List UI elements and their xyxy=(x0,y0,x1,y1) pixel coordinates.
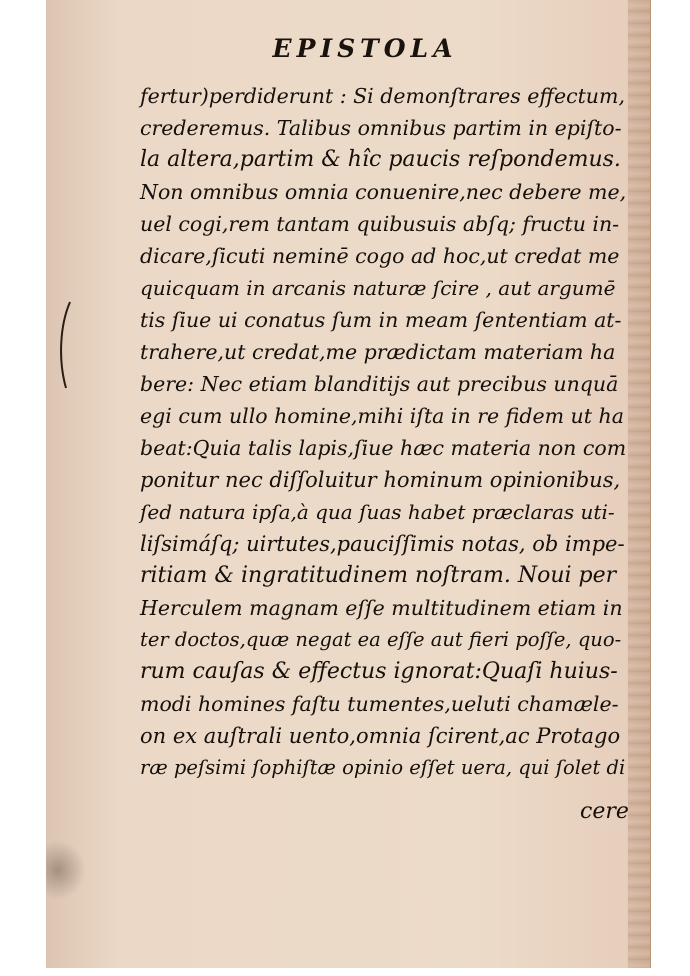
text-line: modi homines faſtu tumentes,ueluti chamæle- xyxy=(140,692,619,716)
text-line: uel cogi,rem tantam quibusuis abſq; fructu in- xyxy=(140,212,620,236)
text-line: tis ſiue ui conatus ſum in meam ſententiam at- xyxy=(140,308,622,332)
page-edge-stack xyxy=(628,0,650,968)
catchword: cere xyxy=(580,799,629,824)
text-line: trahere,ut credat,me prædictam materiam ha xyxy=(140,340,616,364)
text-line: ponitur nec diſſoluitur hominum opinionibus, xyxy=(140,468,621,492)
ink-stain xyxy=(46,840,86,900)
text-line: rum cauſas & effectus ignorat:Quaſi huius- xyxy=(140,659,618,684)
text-line: Herculem magnam eſſe multitudinem etiam in xyxy=(140,596,623,620)
text-line: fertur)perdiderunt : Si demonſtrares effectum, xyxy=(140,84,625,108)
text-line: quicquam in arcanis naturæ ſcire , aut argumē xyxy=(140,276,616,300)
text-line: ritiam & ingratitudinem noſtram. Noui per xyxy=(140,563,617,588)
text-line: dicare,ſicuti neminē cogo ad hoc,ut credat me xyxy=(140,244,620,268)
text-line: Non omnibus omnia conuenire,nec debere me, xyxy=(140,180,627,204)
text-line: ſed natura ipſa,à qua ſuas habet præclaras uti- xyxy=(140,500,615,524)
text-line: liſsimáſq; uirtutes,pauciſſimis notas, ob impe- xyxy=(140,532,625,556)
text-line: on ex auſtrali uento,omnia ſcirent,ac Protago xyxy=(140,724,621,748)
margin-bracket-mark xyxy=(56,300,76,390)
text-line: bere: Nec etiam blanditijs aut precibus unquā xyxy=(140,372,619,396)
text-line: la altera,partim & hîc paucis reſpondemus. xyxy=(140,147,621,172)
text-line: ræ peſsimi ſophiſtæ opinio eſſet uera, qui ſolet di xyxy=(140,756,626,779)
text-line: egi cum ullo homine,mihi iſta in re fidem ut ha xyxy=(140,404,624,428)
text-line: ter doctos,quæ negat ea eſſe aut fieri poſſe, quo- xyxy=(140,628,622,651)
text-line: beat:Quia talis lapis,ſiue hæc materia non com xyxy=(140,436,627,460)
running-head: EPISTOLA xyxy=(272,34,458,63)
text-line: crederemus. Talibus omnibus partim in epiſto- xyxy=(140,116,622,140)
